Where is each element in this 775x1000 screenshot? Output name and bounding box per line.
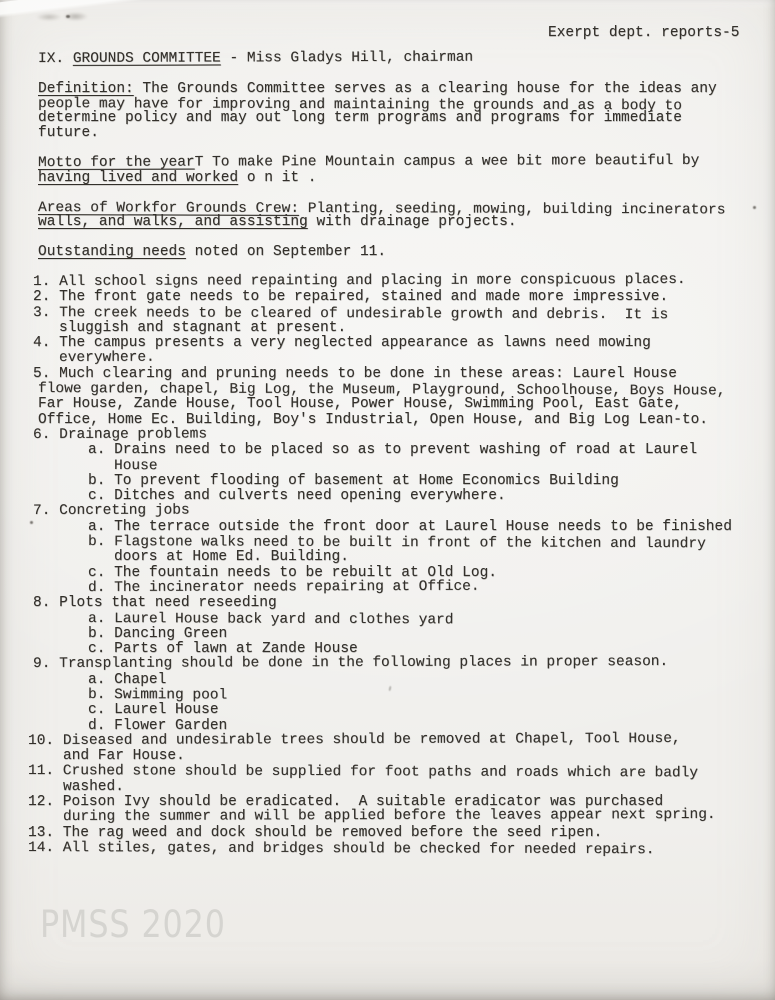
document-body (0, 49, 775, 859)
item-5-cont-3: Office, Home Ec. Building, Boy's Industrial, Open House, and Big Log Lean-to. (38, 411, 709, 428)
item-6: 6. Drainage problems (32, 426, 208, 443)
page-header-label: Exerpt dept. reports-5 (548, 25, 740, 41)
item-6c: c. Ditches and culverts need opening everywhere. (88, 488, 506, 505)
item-8a: a. Laurel House back yard and clothes yard (87, 610, 454, 628)
item-7d: d. The incinerator needs repairing at Office. (87, 578, 480, 596)
item-7c: c. The fountain needs to be rebuilt at Old Log. (88, 564, 497, 581)
scan-artifact (66, 15, 70, 18)
item-5-cont-1: flowe garden, chapel, Big Log, the Museum, Playground, Schoolhouse, Boys House, (37, 381, 726, 400)
item-5-cont-2: Far House, Zande House, Tool House, Power House, Swimming Pool, East Gate, (38, 396, 682, 413)
motto-line-1: Motto for the yearT To make Pine Mountain campus a wee bit more beautiful by (37, 152, 700, 171)
item-9: 9. Transplanting should be done in the following places in proper season. (32, 654, 669, 673)
item-6b: b. To prevent flooding of basement at Home Economics Building (88, 472, 619, 489)
item-6a: a. Drains need to be placed so as to prevent washing of road at Laurel (88, 442, 698, 459)
item-9d: d. Flower Garden (88, 717, 228, 734)
item-12-cont: during the summer and will be applied before the leaves appear next spring. (62, 807, 716, 826)
item-13: 13. The rag weed and dock should be removed before the seed ripen. (28, 824, 603, 841)
item-8b: b. Dancing Green (88, 625, 228, 642)
item-4: 4. The campus presents a very neglected appearance as lawns need mowing (33, 335, 651, 352)
item-6a-cont: House (113, 457, 158, 474)
definition-line-4: future. (38, 125, 99, 142)
item-7b-cont: doors at Home Ed. Building. (114, 549, 349, 566)
item-10-cont: and Far House. (63, 748, 185, 765)
item-10: 10. Diseased and undesirable trees should be removed at Chapel, Tool House, (27, 730, 681, 749)
motto-line-2: having lived and worked o n it . (38, 169, 317, 186)
item-11: 11. Crushed stone should be supplied for foot paths and roads which are badly (27, 763, 699, 782)
item-7: 7. Concreting jobs (32, 502, 190, 520)
outstanding-needs-heading: Outstanding needs noted on September 11. (38, 244, 387, 261)
areas-of-work-line-1: Areas of Workfor Grounds Crew: Planting, seeding, mowing, building incinerators (37, 199, 726, 218)
scan-artifact (36, 13, 62, 21)
paper-crease (0, 0, 188, 30)
item-2: 2. The front gate needs to be repaired, stained and made more impressive. (33, 289, 669, 306)
item-5: 5. Much clearing and pruning needs to be done in these areas: Laurel House (33, 365, 677, 382)
item-9b: b. Swimming pool (87, 686, 228, 704)
item-7b: b. Flagstone walks need to be built in front of the kitchen and laundry (87, 534, 706, 553)
item-1: 1. All school signs need repainting and placing in more conspicuous places. (32, 271, 686, 290)
item-9c: c. Laurel House (88, 702, 219, 719)
item-4-cont: everywhere. (58, 350, 155, 367)
definition-line-1: Definition: The Grounds Committee serves as a clearing house for the ideas any (38, 80, 717, 97)
item-8c: c. Parts of lawn at Zande House (88, 641, 358, 658)
definition-line-3: determine policy and may out long term programs and programs for immediate (38, 110, 682, 127)
item-12: 12. Poison Ivy should be eradicated. A suitable eradicator was purchased (28, 794, 664, 811)
item-3-cont: sluggish and stagnant at present. (59, 319, 347, 336)
item-7a: a. The terrace outside the front door at Laurel House needs to be finished (88, 518, 732, 535)
item-11-cont: washed. (63, 778, 124, 795)
item-9a: a. Chapel (88, 671, 167, 688)
report-title-line: IX. GROUNDS COMMITTEE - Miss Gladys Hill, chairman (37, 49, 474, 67)
areas-of-work-line-2: walls, and walks, and assisting with drainage projects. (38, 214, 517, 231)
item-8: 8. Plots that need reseeding (33, 595, 277, 612)
item-3: 3. The creek needs to be cleared of undesirable growth and debris. It is (32, 304, 669, 323)
definition-line-2: people may have for improving and maintaining the grounds and as a body to (37, 95, 682, 114)
watermark: PMSS 2020 (40, 903, 226, 946)
item-14: 14. All stiles, gates, and bridges should be checked for needed repairs. (27, 839, 655, 859)
